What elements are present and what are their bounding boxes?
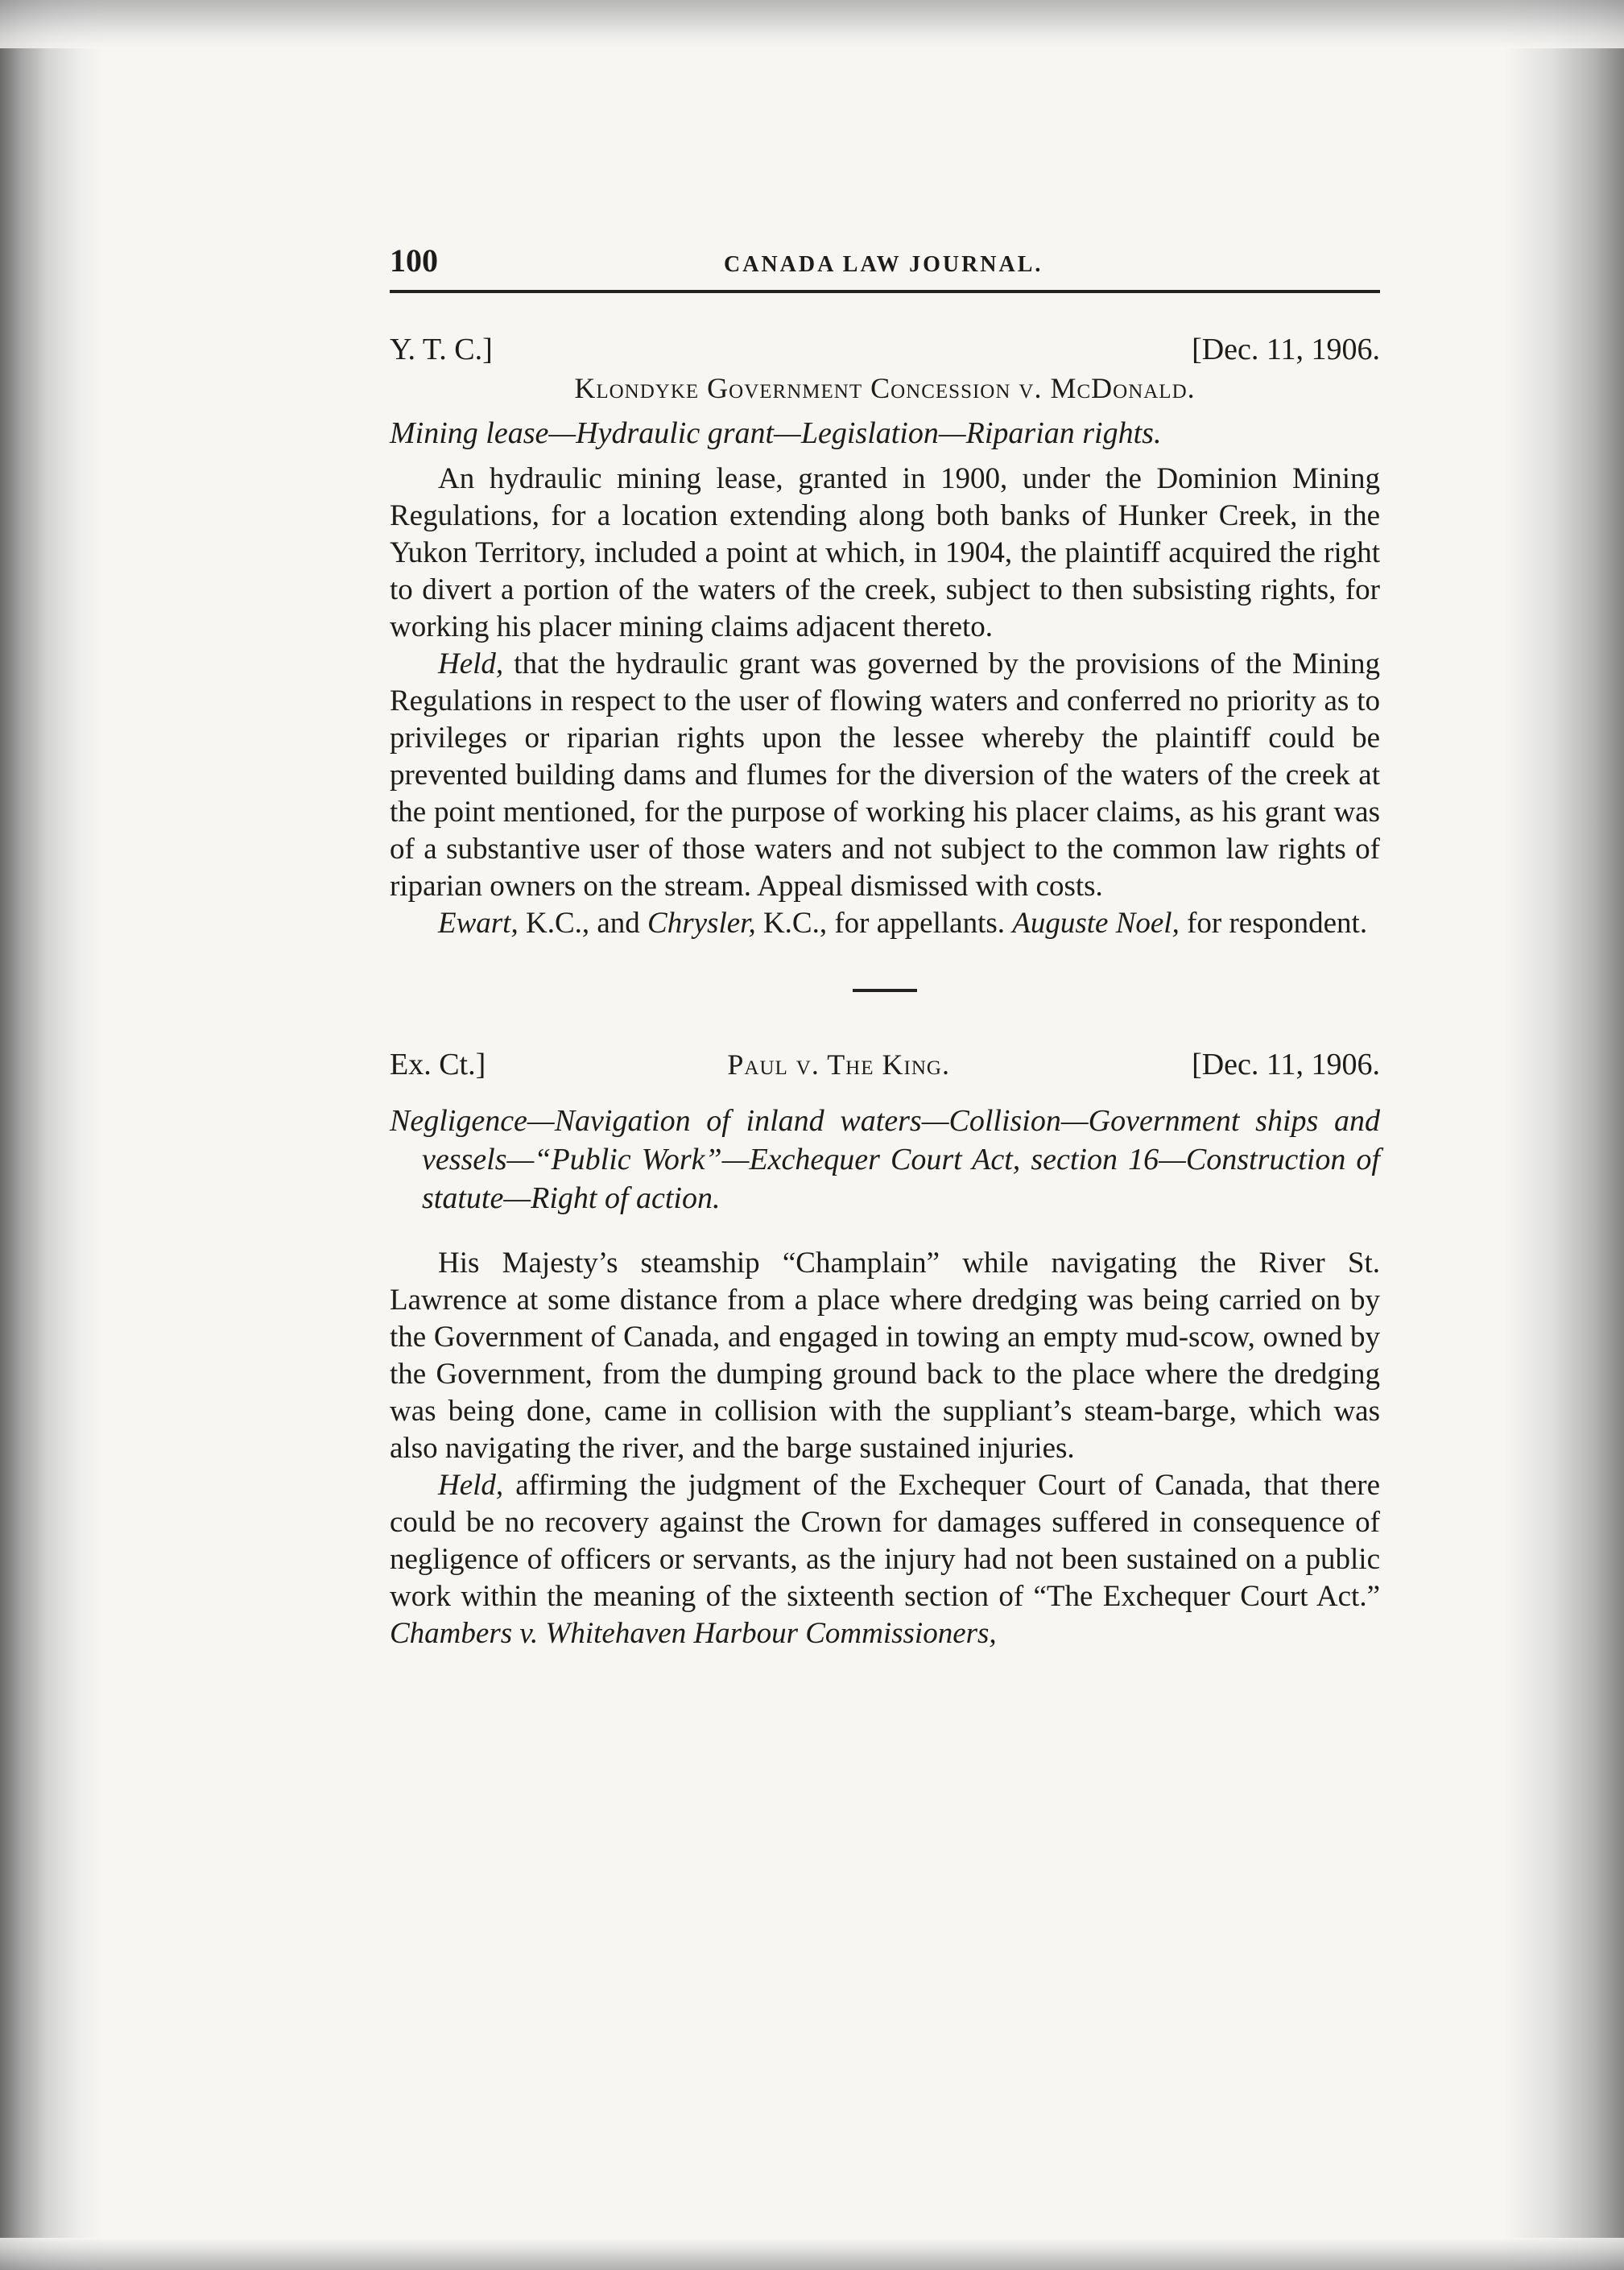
document-page xyxy=(390,242,1380,1652)
case2-paragraph-2 xyxy=(390,1467,1380,1652)
case1-header xyxy=(390,330,1380,369)
case2-held-label: Held, xyxy=(438,1469,504,1502)
counsel-name-ewart: Ewart, xyxy=(438,907,519,940)
book-binding-right xyxy=(1503,0,1624,2270)
case2-header xyxy=(390,1045,1380,1084)
page-top-edge xyxy=(0,0,1624,48)
case2-court: Ex. Ct.] xyxy=(390,1048,486,1081)
case1-title: Klondyke Government Concession v. McDonald. xyxy=(574,372,1196,404)
case1-catchwords: Mining lease—Hydraulic grant—Legislation—Riparian rights. xyxy=(390,416,1162,450)
case1-counsel xyxy=(390,905,1380,942)
case1-held-text: that the hydraulic grant was governed by the provisions of the Mining Regulations in respect to the user of flowing waters and conferred no priority as to privileges or riparian rights upon the lessee whereby the plaintiff could be prevented building dams and flumes for the diversion of the waters of the creek at the point mentioned, for the purpose of working his placer claims, as his grant was of a substantive user of those waters and not subject to the common law rights of riparian owners on the stream. Appeal dismissed with costs. xyxy=(390,647,1380,903)
case2-citation: Chambers v. Whitehaven Harbour Commissioners, xyxy=(390,1617,997,1650)
case2-held-text: affirming the judgment of the Exchequer Court of Canada, that there could be no recovery against the Crown for damages suffered in consequence of negligence of officers or servants, as the injury had not been sustained on a public work within the meaning of the sixteenth section of “The Exchequer Court Act.” xyxy=(390,1469,1380,1613)
counsel-name-noel: Auguste Noel, xyxy=(1012,907,1180,940)
running-head xyxy=(390,242,1380,293)
book-binding-left xyxy=(0,0,105,2270)
counsel-text-2: K.C., for appellants. xyxy=(762,907,1005,940)
page-bottom-edge xyxy=(0,2238,1624,2270)
counsel-text-1: K.C., and xyxy=(525,907,640,940)
counsel-text-3: for respondent. xyxy=(1187,907,1368,940)
case1-court: Y. T. C.] xyxy=(390,333,493,366)
case2-paragraph-1: His Majesty’s steamship “Champlain” while navigating the River St. Lawrence at some distance from a place where dredging was being carried on by the Government of Canada, and engaged in towing an empty mud-scow, owned by the Government, from the dumping ground back to the place where the dredging was being done, came in collision with the suppliant’s steam-barge, which was also navigating the river, and the barge sustained injuries. xyxy=(390,1247,1380,1465)
counsel-name-chrysler: Chrysler, xyxy=(647,907,756,940)
page-number: 100 xyxy=(390,242,438,279)
case1-paragraph-2 xyxy=(390,646,1380,905)
journal-name: CANADA LAW JOURNAL. xyxy=(724,252,1043,277)
case-divider xyxy=(853,989,917,992)
spacer xyxy=(390,1218,1380,1237)
case1-held-label: Held, xyxy=(438,647,504,680)
case2-title: Paul v. The King. xyxy=(727,1048,950,1081)
case2-date: [Dec. 11, 1906. xyxy=(1192,1048,1380,1081)
case1-date: [Dec. 11, 1906. xyxy=(1192,333,1380,366)
case1-paragraph-1: An hydraulic mining lease, granted in 1900, under the Dominion Mining Regulations, for a location extending along both banks of Hunker Creek, in the Yukon Territory, included a point at which, in 1904, the plaintiff acquired the right to divert a portion of the waters of the creek, subject to then subsisting rights, for working his placer mining claims adjacent thereto. xyxy=(390,462,1380,643)
case2-catchwords: Negligence—Navigation of inland waters—Collision—Government ships and vessels—“Public Work”—Exchequer Court Act, section 16—Construction of statute—Right of action. xyxy=(390,1104,1380,1215)
